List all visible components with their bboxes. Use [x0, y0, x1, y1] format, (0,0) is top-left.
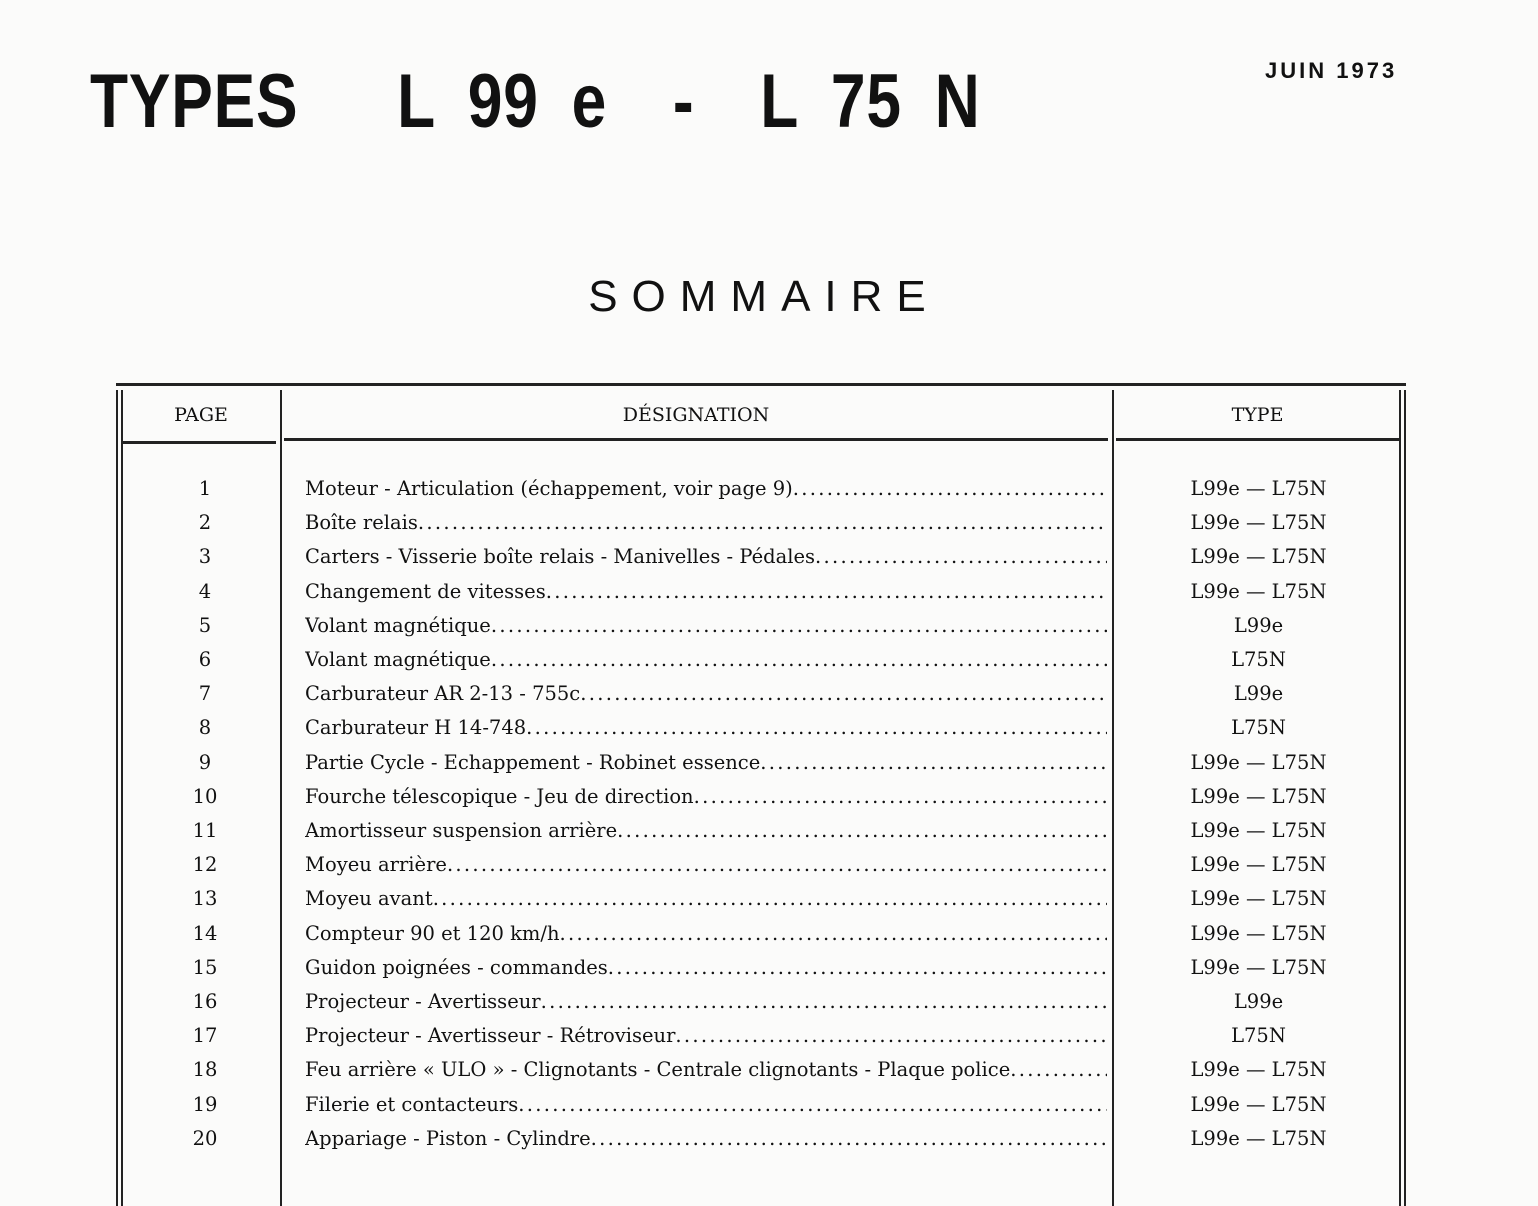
designation-text: Filerie et contacteurs	[305, 1092, 519, 1116]
contents-table	[116, 383, 1406, 1206]
page-number: 14	[192, 921, 218, 945]
page-number: 1	[198, 477, 212, 500]
designation-text: Partie Cycle - Echappement - Robinet essence	[305, 750, 761, 774]
type-value: L99e — L75N	[1190, 545, 1327, 569]
table-row	[116, 511, 1406, 545]
designation	[305, 545, 1107, 568]
type-value: L99e — L75N	[1190, 853, 1327, 877]
table-row	[116, 853, 1406, 887]
designation-text: Carburateur H 14-748	[305, 716, 527, 740]
dot-leader	[546, 580, 1107, 603]
designation-text: Feu arrière « ULO » - Clignotants - Centrale clignotants - Plaque police	[305, 1058, 1011, 1082]
table-row	[116, 477, 1406, 511]
page-number: 13	[192, 887, 218, 911]
dot-leader	[580, 682, 1107, 705]
table-row	[116, 751, 1406, 785]
dot-leader	[1010, 1058, 1107, 1081]
page-number: 4	[198, 579, 212, 603]
dot-leader	[815, 545, 1107, 568]
designation-text: Projecteur - Avertisseur	[305, 990, 541, 1013]
designation-text: Boîte relais	[305, 511, 418, 535]
dot-leader	[491, 614, 1107, 637]
dot-leader	[433, 887, 1107, 910]
designation	[305, 511, 1107, 534]
page-number: 11	[192, 819, 218, 842]
designation-text: Compteur 90 et 120 km/h	[305, 921, 560, 945]
dot-leader	[491, 648, 1107, 671]
dot-leader	[760, 751, 1107, 774]
designation	[305, 682, 1107, 705]
type-value: L75N	[1231, 716, 1286, 740]
designation-text: Amortisseur suspension arrière	[305, 819, 618, 842]
type-value: L75N	[1231, 648, 1286, 671]
table-row	[116, 580, 1406, 614]
dot-leader	[541, 990, 1107, 1013]
designation-text: Guidon poignées - commandes	[305, 955, 608, 979]
type-value: L99e — L75N	[1190, 1126, 1327, 1150]
designation	[305, 887, 1107, 910]
dot-leader	[675, 1024, 1107, 1047]
page-number: 19	[192, 1092, 218, 1116]
type-value: L99e — L75N	[1190, 511, 1327, 535]
type-value: L99e	[1233, 613, 1284, 637]
designation	[305, 956, 1107, 979]
table-row	[116, 819, 1406, 853]
designation-text: Moyeu avant	[305, 887, 433, 911]
dot-leader	[418, 511, 1107, 534]
page-number: 20	[192, 1126, 218, 1150]
type-value: L99e — L75N	[1190, 784, 1327, 808]
page-number: 3	[198, 545, 212, 569]
designation	[305, 477, 1107, 500]
page-number: 17	[192, 1024, 218, 1048]
designation-text: Projecteur - Avertisseur - Rétroviseur	[305, 1024, 676, 1048]
designation	[305, 1058, 1107, 1081]
table-row	[116, 648, 1406, 682]
table-row	[116, 614, 1406, 648]
document-title: TYPES L 99 e - L 75 N	[90, 59, 981, 144]
type-value: L99e — L75N	[1190, 1092, 1327, 1116]
designation	[305, 648, 1107, 671]
page-number: 2	[198, 511, 212, 535]
type-value: L99e — L75N	[1190, 921, 1327, 945]
table-row	[116, 922, 1406, 956]
table-row	[116, 545, 1406, 579]
designation-text: Volant magnétique	[305, 648, 491, 671]
dot-leader	[518, 1093, 1107, 1116]
designation	[305, 614, 1107, 637]
column-header-designation: DÉSIGNATION	[622, 404, 770, 426]
table-row	[116, 1093, 1406, 1127]
designation	[305, 922, 1107, 945]
dot-leader	[526, 716, 1107, 739]
table-row	[116, 1127, 1406, 1161]
designation-text: Appariage - Piston - Cylindre	[305, 1126, 591, 1150]
type-value: L99e — L75N	[1190, 819, 1327, 842]
type-value: L99e	[1233, 682, 1284, 706]
table-row	[116, 716, 1406, 750]
table-row	[116, 1024, 1406, 1058]
table-row	[116, 956, 1406, 990]
designation	[305, 1024, 1107, 1047]
dot-leader	[447, 853, 1107, 876]
page-number: 18	[192, 1058, 218, 1082]
dot-leader	[560, 922, 1107, 945]
section-heading: SOMMAIRE	[588, 272, 940, 321]
dot-leader	[591, 1127, 1107, 1150]
page-number: 7	[198, 682, 212, 706]
document-date: JUIN 1973	[1265, 58, 1398, 83]
designation	[305, 785, 1107, 808]
designation	[305, 853, 1107, 876]
page-number: 9	[198, 750, 212, 774]
page-number: 8	[198, 716, 212, 740]
type-value: L99e — L75N	[1190, 477, 1327, 500]
designation-text: Changement de vitesses	[305, 579, 546, 603]
page-number: 16	[192, 990, 218, 1013]
type-value: L99e — L75N	[1190, 579, 1327, 603]
designation-text: Volant magnétique	[305, 613, 491, 637]
designation	[305, 990, 1107, 1013]
header-rule	[284, 438, 1108, 441]
dot-leader	[617, 819, 1107, 842]
designation	[305, 819, 1107, 842]
type-value: L99e — L75N	[1190, 750, 1327, 774]
type-value: L99e	[1233, 990, 1284, 1013]
column-header-page: PAGE	[174, 404, 228, 426]
type-value: L99e — L75N	[1190, 955, 1327, 979]
page-number: 12	[192, 853, 218, 877]
designation-text: Moyeu arrière	[305, 853, 447, 877]
designation	[305, 751, 1107, 774]
designation	[305, 1127, 1107, 1150]
designation-text: Carburateur AR 2-13 - 755c	[305, 682, 581, 706]
designation-text: Fourche télescopique - Jeu de direction	[305, 784, 694, 808]
type-value: L99e — L75N	[1190, 887, 1327, 911]
designation	[305, 580, 1107, 603]
type-value: L75N	[1231, 1024, 1286, 1048]
designation-text: Moteur - Articulation (échappement, voir page 9)	[305, 477, 793, 500]
dot-leader	[793, 477, 1107, 500]
header-rule	[122, 441, 276, 444]
dot-leader	[694, 785, 1107, 808]
page-number: 5	[198, 613, 212, 637]
header-rule	[1116, 438, 1399, 441]
table-row	[116, 1058, 1406, 1092]
designation	[305, 1093, 1107, 1116]
table-row	[116, 785, 1406, 819]
page-number: 6	[198, 648, 212, 671]
page-number: 10	[192, 784, 218, 808]
column-header-type: TYPE	[1231, 404, 1284, 426]
table-row	[116, 682, 1406, 716]
type-value: L99e — L75N	[1190, 1058, 1327, 1082]
designation	[305, 716, 1107, 739]
designation-text: Carters - Visserie boîte relais - Manivelles - Pédales	[305, 545, 815, 569]
dot-leader	[608, 956, 1107, 979]
table-row	[116, 887, 1406, 921]
table-row	[116, 990, 1406, 1024]
page-number: 15	[192, 955, 218, 979]
